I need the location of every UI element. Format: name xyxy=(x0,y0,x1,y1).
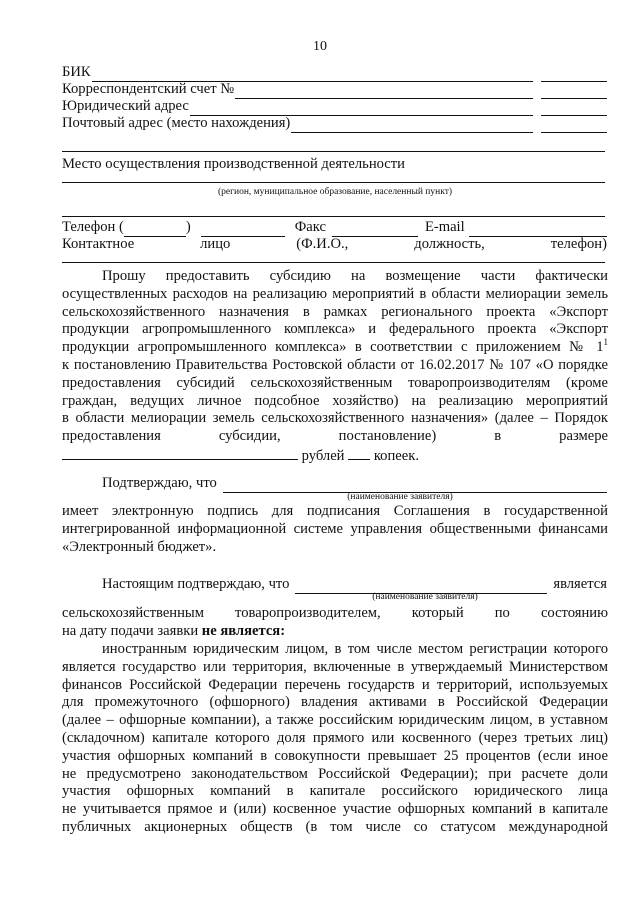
status-line: сельскохозяйственным товаропроизводителем, который по состоянию xyxy=(62,605,608,621)
kopecks-label: копеек. xyxy=(373,447,419,464)
request-line-with-footnote xyxy=(62,339,608,357)
corr-account-label: Корреспондентский счет № xyxy=(62,81,235,97)
confirm-signature-row xyxy=(62,475,607,493)
corr-account-field[interactable] xyxy=(235,85,533,99)
offshore-line: иностранным юридическим лицом, в том числе местом регистрации которого xyxy=(102,641,608,657)
contacts-row xyxy=(62,219,607,237)
signature-line: имеет электронную подпись для подписания Соглашения в государственной xyxy=(62,503,608,519)
bik-row xyxy=(62,64,607,82)
offshore-line: участия офшорных компаний в капитале российского юридического лица xyxy=(62,783,608,800)
contact-person-field[interactable] xyxy=(62,262,605,263)
postal-address-row xyxy=(62,115,607,133)
offshore-line: не предусмотрено законодательством Российской Федерации); при расчете доли xyxy=(62,765,608,782)
bik-field[interactable] xyxy=(92,68,533,82)
request-line: в области мелиорации земель сельскохозяйственного назначения» (далее – Порядок xyxy=(62,410,608,427)
offshore-line: публичных акционерных обществ (в том числе со статусом международной xyxy=(62,818,608,835)
applicant-name-hint: (наименование заявителя) xyxy=(372,592,478,602)
request-paragraph xyxy=(62,268,608,466)
bik-extra-field[interactable] xyxy=(541,68,607,82)
amount-rubles-field[interactable] xyxy=(62,446,298,460)
fax-field[interactable] xyxy=(332,223,418,237)
request-line: продукции агропромышленного комплекса» в соответствии с приложением № 1 xyxy=(62,339,604,356)
status-line xyxy=(62,623,608,641)
request-line: сельскохозяйственного назначения в рамках регионального проекта «Экспорт xyxy=(62,303,608,320)
contact-word: Контактное xyxy=(62,236,135,252)
request-line: к постановлению Правительства Ростовской области от 16.02.2017 № 107 «О порядке xyxy=(62,356,608,373)
signature-line: «Электронный бюджет». xyxy=(62,538,217,555)
offshore-line: участия офшорных компаний в совокупности превышает 25 процентов (если иное xyxy=(62,747,608,764)
blank-line[interactable] xyxy=(62,216,605,217)
amount-line xyxy=(62,446,608,466)
request-line: предоставления субсидий сельскохозяйственным товаропроизводителям (кроме xyxy=(62,374,608,391)
email-label: E-mail xyxy=(424,219,465,235)
confirm-status-text xyxy=(62,605,608,641)
status-line-plain: на дату подачи заявки xyxy=(62,622,202,639)
blank-line[interactable] xyxy=(62,151,605,152)
applicant-name-field[interactable] xyxy=(223,479,607,493)
status-line-bold: не является: xyxy=(201,622,286,639)
contact-person-row xyxy=(62,236,607,254)
email-field[interactable] xyxy=(469,223,607,237)
confirm-status-lead: Настоящим подтверждаю, что xyxy=(102,576,290,592)
request-line: Прошу предоставить субсидию на возмещение части фактически xyxy=(102,268,608,284)
offshore-line: финансов Российской Федерации перечень государств и территорий, используемых xyxy=(62,676,608,693)
offshore-line: является государство или территория, включенные в утверждаемый Министерством xyxy=(62,658,608,675)
page-number: 10 xyxy=(313,39,327,54)
request-line: продукции агропромышленного комплекса» и федерального проекта «Экспорт xyxy=(62,321,608,338)
amount-kopecks-field[interactable] xyxy=(348,446,370,460)
legal-address-label: Юридический адрес xyxy=(62,98,189,114)
request-line: осуществленных расходов на реализацию мероприятий в области мелиорации земель xyxy=(62,285,608,302)
offshore-line: для промежуточного (офшорного) владения активами в Российской Федерации xyxy=(62,694,608,711)
production-place-label: Место осуществления производственной деятельности xyxy=(62,156,405,172)
postal-address-field[interactable] xyxy=(291,119,533,133)
confirm-signature-text xyxy=(62,503,608,556)
offshore-paragraph xyxy=(62,641,608,837)
corr-account-row xyxy=(62,81,607,99)
signature-line: интегрированной информационной системе управления общественными финансами xyxy=(62,520,608,537)
contact-word: телефон) xyxy=(550,236,607,252)
request-line: предоставления субсидии, постановление) в размере xyxy=(62,428,608,445)
confirm-status-tail: является xyxy=(553,576,607,592)
fax-label: Факс xyxy=(294,219,326,235)
request-line: граждан, ведущих личное подсобное хозяйство) на реализацию мероприятий xyxy=(62,392,608,409)
contact-word: должность, xyxy=(414,236,485,252)
confirm-signature-lead: Подтверждаю, что xyxy=(102,475,217,491)
legal-address-row xyxy=(62,98,607,116)
postal-address-label: Почтовый адрес (место нахождения) xyxy=(62,115,291,131)
phone-number-field[interactable] xyxy=(201,223,285,237)
rubles-label: рублей xyxy=(301,447,345,464)
legal-address-extra-field[interactable] xyxy=(541,102,607,116)
offshore-line: не учитывается прямое и (или) косвенное участие офшорных компаний в капитале xyxy=(62,801,608,818)
production-place-hint: (регион, муниципальное образование, населенный пункт) xyxy=(217,187,453,197)
offshore-line: (далее – офшорные компании), а также российским юридическим лицом, в уставном xyxy=(62,712,608,729)
corr-account-extra-field[interactable] xyxy=(541,85,607,99)
phone-label: Телефон ( xyxy=(62,219,124,235)
phone-code-field[interactable] xyxy=(124,223,186,237)
contact-word: (Ф.И.О., xyxy=(296,236,349,252)
footnote-marker: 1 xyxy=(603,337,608,348)
phone-close: ) xyxy=(185,219,191,235)
confirm-status-row xyxy=(62,576,607,594)
bik-label: БИК xyxy=(62,64,91,80)
legal-address-field[interactable] xyxy=(190,102,533,116)
applicant-name-hint: (наименование заявителя) xyxy=(347,492,453,502)
production-place-field[interactable] xyxy=(62,182,605,183)
offshore-line: (складочном) капитале которого доля прямого или косвенного (через третьих лиц) xyxy=(62,729,608,746)
contact-word: лицо xyxy=(200,236,231,252)
postal-address-extra-field[interactable] xyxy=(541,119,607,133)
